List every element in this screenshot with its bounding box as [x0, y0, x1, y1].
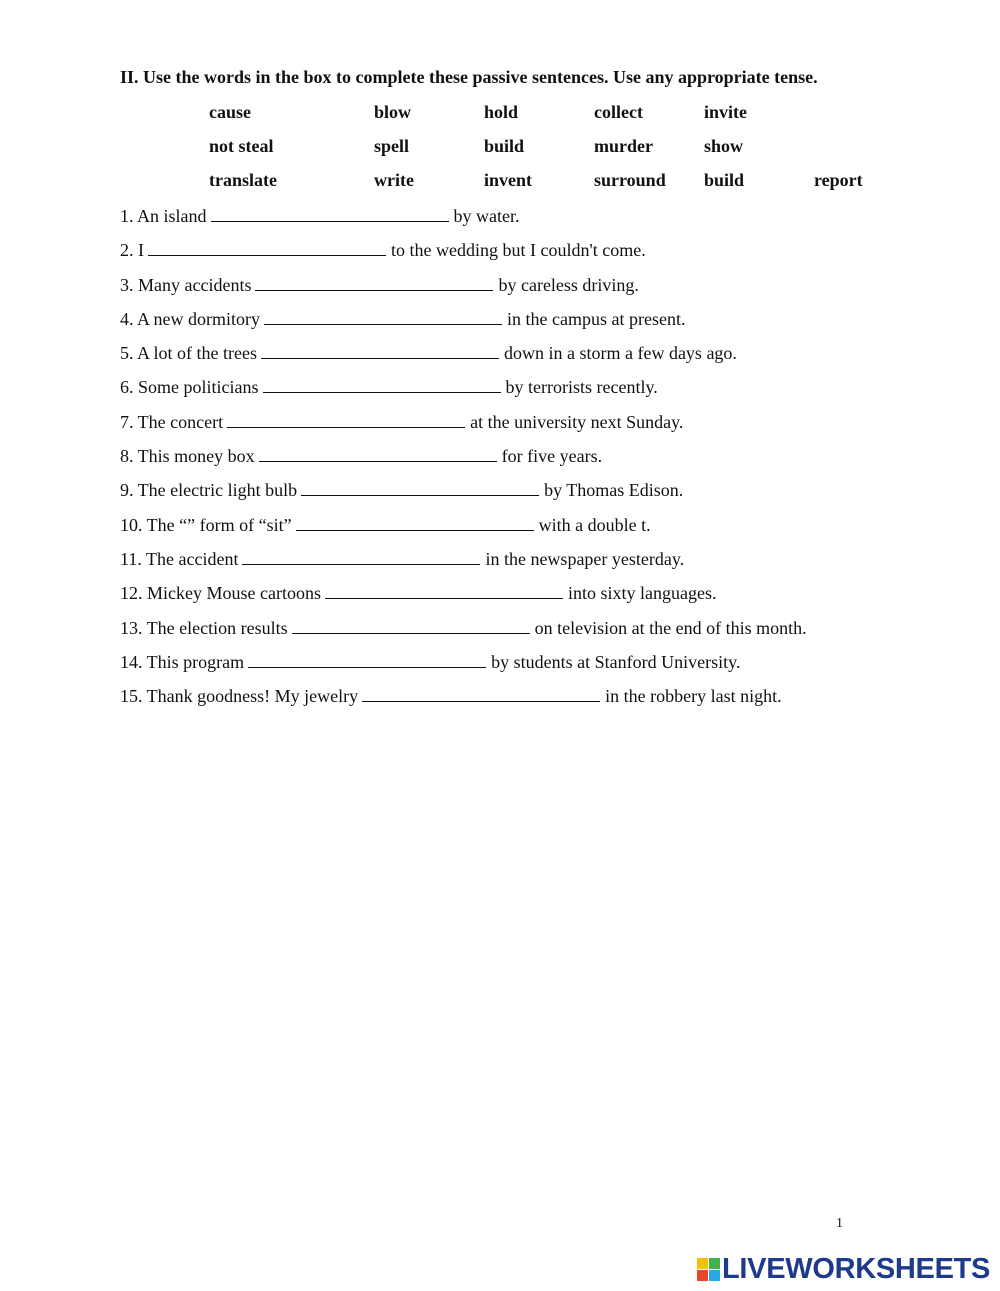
- logo-square-red: [697, 1270, 708, 1281]
- word-bank-item: invite: [704, 102, 747, 122]
- question-row: [120, 546, 807, 580]
- answer-blank[interactable]: [211, 203, 449, 222]
- word-bank-item: report: [814, 170, 863, 190]
- answer-blank[interactable]: [325, 580, 563, 599]
- question-row: [120, 580, 807, 614]
- question-prompt: 2. I: [120, 240, 144, 261]
- logo-square-green: [709, 1258, 720, 1269]
- question-ending: to the wedding but I couldn't come.: [391, 240, 646, 261]
- question-row: [120, 237, 807, 271]
- word-bank-item: hold: [484, 102, 519, 122]
- question-prompt: 12. Mickey Mouse cartoons: [120, 583, 321, 604]
- question-row: [120, 443, 807, 477]
- question-prompt: 14. This program: [120, 651, 245, 672]
- question-prompt: 7. The concert: [120, 411, 224, 432]
- answer-blank[interactable]: [255, 272, 493, 291]
- answer-blank[interactable]: [148, 237, 386, 256]
- answer-blank[interactable]: [248, 649, 486, 668]
- question-ending: in the robbery last night.: [605, 686, 782, 707]
- question-prompt: 9. The electric light bulb: [120, 480, 298, 501]
- question-ending: by Thomas Edison.: [544, 480, 684, 501]
- answer-blank[interactable]: [362, 683, 600, 702]
- question-row: [120, 683, 807, 717]
- liveworksheets-logo-text: LIVEWORKSHEETS: [722, 1252, 991, 1285]
- question-row: [120, 649, 807, 683]
- word-bank-item: spell: [374, 136, 410, 156]
- answer-blank[interactable]: [227, 409, 465, 428]
- answer-blank[interactable]: [259, 443, 497, 462]
- question-row: [120, 203, 807, 237]
- question-prompt: 3. Many accidents: [120, 274, 252, 295]
- question-prompt: 1. An island: [120, 206, 207, 226]
- question-ending: by water.: [453, 206, 520, 226]
- question-prompt: 13. The election results: [120, 617, 288, 638]
- logo-square-yellow: [697, 1258, 708, 1269]
- word-bank-item: blow: [374, 102, 412, 122]
- question-prompt: 5. A lot of the trees: [120, 343, 257, 364]
- answer-blank[interactable]: [296, 512, 534, 531]
- question-ending: into sixty languages.: [567, 583, 717, 604]
- page-number: 1: [836, 1216, 843, 1231]
- question-ending: by students at Stanford University.: [491, 651, 741, 672]
- question-prompt: 4. A new dormitory: [120, 308, 260, 329]
- word-bank-item: show: [704, 136, 744, 156]
- word-bank-item: murder: [594, 136, 653, 156]
- question-ending: by careless driving.: [498, 274, 639, 295]
- question-list: [120, 203, 807, 717]
- question-ending: on television at the end of this month.: [534, 617, 807, 638]
- word-bank-item: build: [704, 170, 745, 190]
- answer-blank[interactable]: [264, 306, 502, 325]
- word-bank-item: build: [484, 136, 525, 156]
- liveworksheets-logo-icon: [697, 1258, 720, 1281]
- question-ending: at the university next Sunday.: [470, 411, 684, 432]
- word-bank-item: write: [374, 170, 414, 190]
- instructions-heading: II. Use the words in the box to complete these passive sentences. Use any appropriate tense.: [120, 67, 818, 87]
- word-bank-item: cause: [209, 102, 251, 122]
- answer-blank[interactable]: [301, 477, 539, 496]
- word-bank-item: collect: [594, 102, 643, 122]
- question-row: [120, 409, 807, 443]
- question-prompt: 6. Some politicians: [120, 377, 259, 398]
- question-prompt: 10. The “” form of “sit”: [120, 514, 292, 535]
- question-row: [120, 340, 807, 374]
- question-prompt: 15. Thank goodness! My jewelry: [120, 686, 359, 707]
- question-ending: for five years.: [501, 446, 603, 467]
- question-row: [120, 374, 807, 408]
- question-prompt: 11. The accident: [120, 548, 239, 569]
- answer-blank[interactable]: [292, 615, 530, 634]
- word-bank-item: invent: [484, 170, 533, 190]
- answer-blank[interactable]: [261, 340, 499, 359]
- question-row: [120, 615, 807, 649]
- word-bank-item: not steal: [209, 136, 274, 156]
- question-row: [120, 306, 807, 340]
- question-prompt: 8. This money box: [120, 446, 255, 467]
- question-row: [120, 477, 807, 511]
- question-ending: down in a storm a few days ago.: [503, 343, 737, 364]
- question-ending: by terrorists recently.: [505, 377, 658, 398]
- question-row: [120, 512, 807, 546]
- question-row: [120, 272, 807, 306]
- question-ending: with a double t.: [538, 514, 651, 535]
- answer-blank[interactable]: [242, 546, 480, 565]
- logo-square-blue: [709, 1270, 720, 1281]
- question-ending: in the newspaper yesterday.: [485, 548, 685, 569]
- word-bank-item: translate: [209, 170, 277, 190]
- word-bank-item: surround: [594, 170, 666, 190]
- answer-blank[interactable]: [263, 374, 501, 393]
- liveworksheets-logo[interactable]: [697, 1253, 990, 1285]
- question-ending: in the campus at present.: [507, 308, 686, 329]
